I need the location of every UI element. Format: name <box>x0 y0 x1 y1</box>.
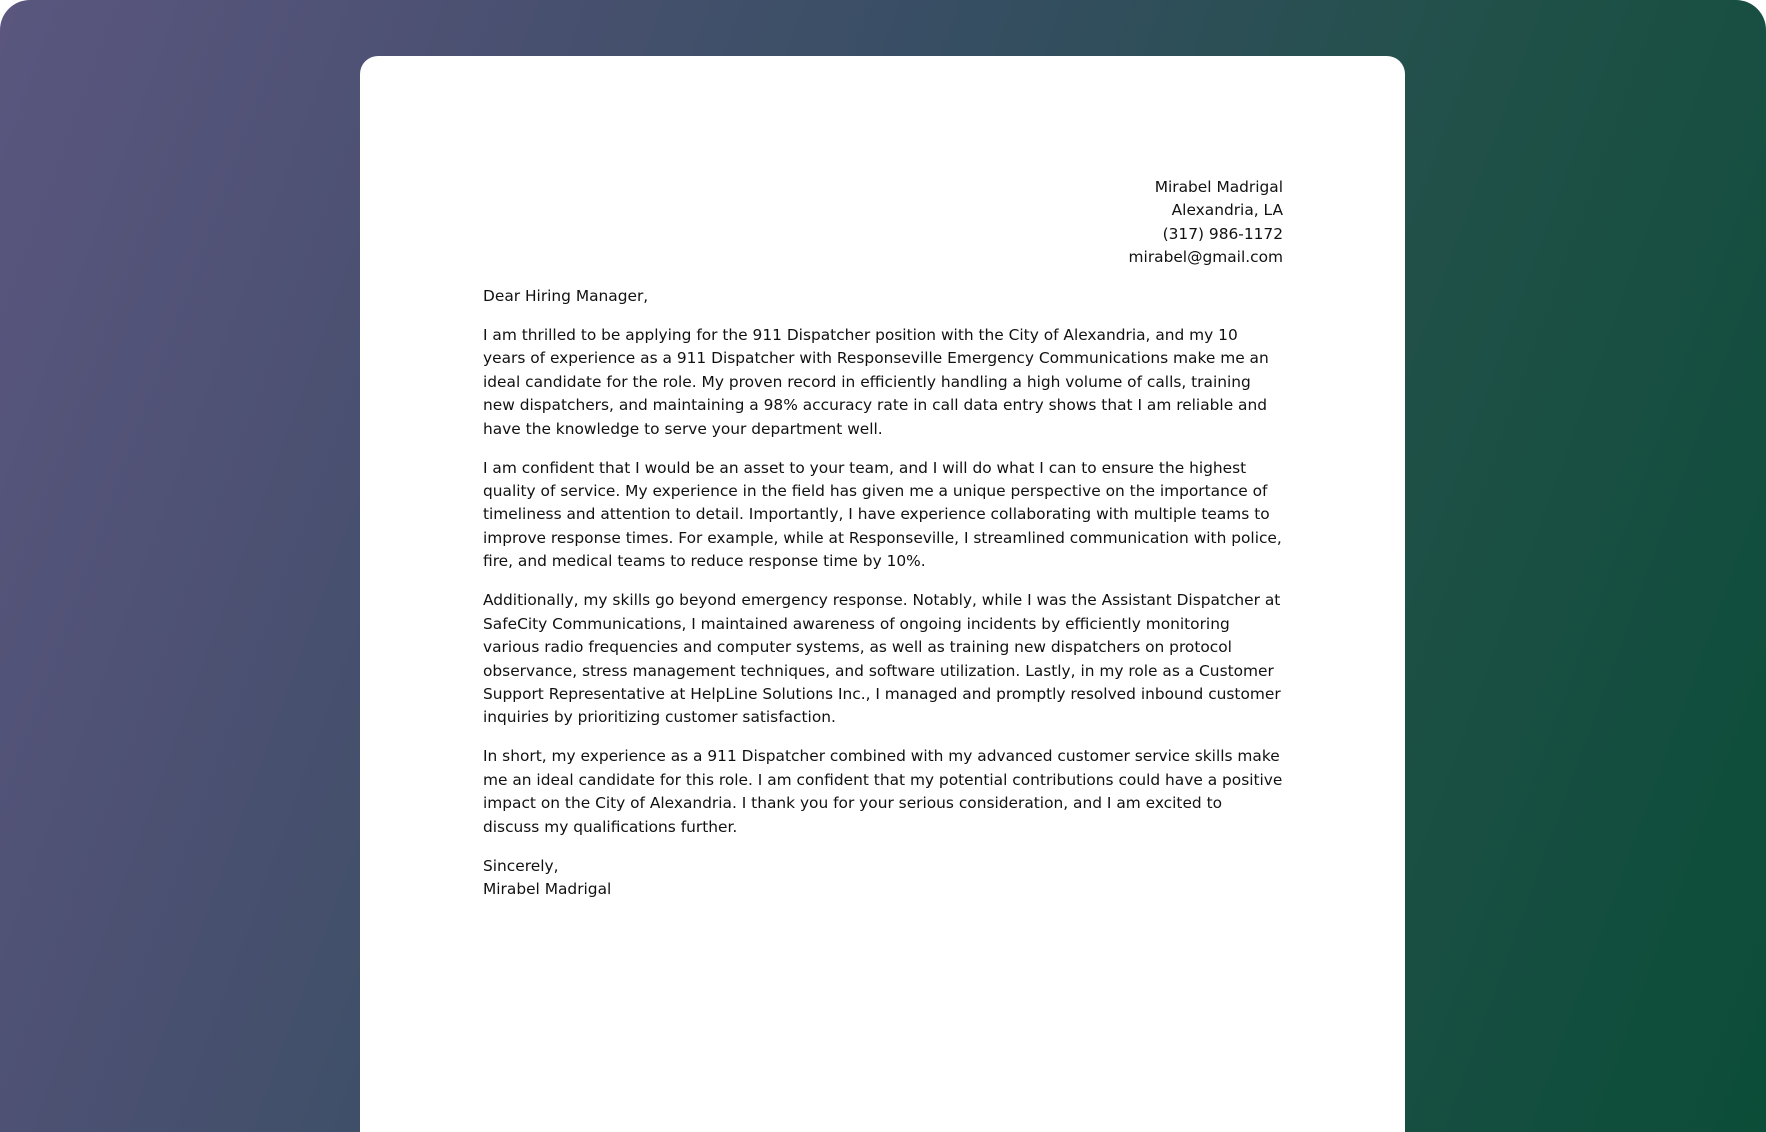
sender-phone: (317) 986-1172 <box>1162 224 1283 243</box>
body-paragraph-2: I am confident that I would be an asset to your team, and I will do what I can to ensure the highest quality of service. My experience in the field has given me a unique perspective on the importance of timeliness and attention to detail. Importantly, I have experience collaborating with multiple teams to improve response times. For example, while at Responseville, I streamlined communication with police, fire, and medical teams to reduce response time by 10%. <box>483 458 1282 571</box>
greeting: Dear Hiring Manager, <box>483 286 649 305</box>
sender-name: Mirabel Madrigal <box>1154 178 1283 196</box>
closing: Sincerely, <box>483 856 559 875</box>
body-paragraph-4: In short, my experience as a 911 Dispatcher combined with my advanced customer service skills make me an ideal candidate for this role. I am confident that my potential contributions could have a positive impact on the City of Alexandria. I thank you for your serious consideration, and I am excited to discuss my qualifications further. <box>483 747 1283 836</box>
cover-letter <box>483 176 1283 901</box>
body-paragraph-1: I am thrilled to be applying for the 911 Dispatcher position with the City of Alexandria, and my 10 years of experience as a 911 Dispatcher with Responseville Emergency Communications make me an ideal candidate for the role. My proven record in efficiently handling a high volume of calls, training new dispatchers, and maintaining a 98% accuracy rate in call data entry shows that I am reliable and have the knowledge to serve your department well. <box>483 326 1269 438</box>
sender-block <box>483 176 1283 270</box>
body-paragraph-3: Additionally, my skills go beyond emergency response. Notably, while I was the Assistant Dispatcher at SafeCity Communications, I maintained awareness of ongoing incidents by efficiently monitoring various radio frequencies and computer systems, as well as training new dispatchers on protocol observance, stress management techniques, and software utilization. Lastly, in my role as a Customer Support Representative at HelpLine Solutions Inc., I managed and promptly resolved inbound customer inquiries by prioritizing customer satisfaction. <box>483 591 1281 727</box>
letter-page <box>360 56 1405 1132</box>
sender-email: mirabel@gmail.com <box>1128 248 1283 267</box>
signature: Mirabel Madrigal <box>483 879 612 898</box>
closing-block <box>483 855 1283 902</box>
sender-location: Alexandria, LA <box>1171 201 1283 220</box>
